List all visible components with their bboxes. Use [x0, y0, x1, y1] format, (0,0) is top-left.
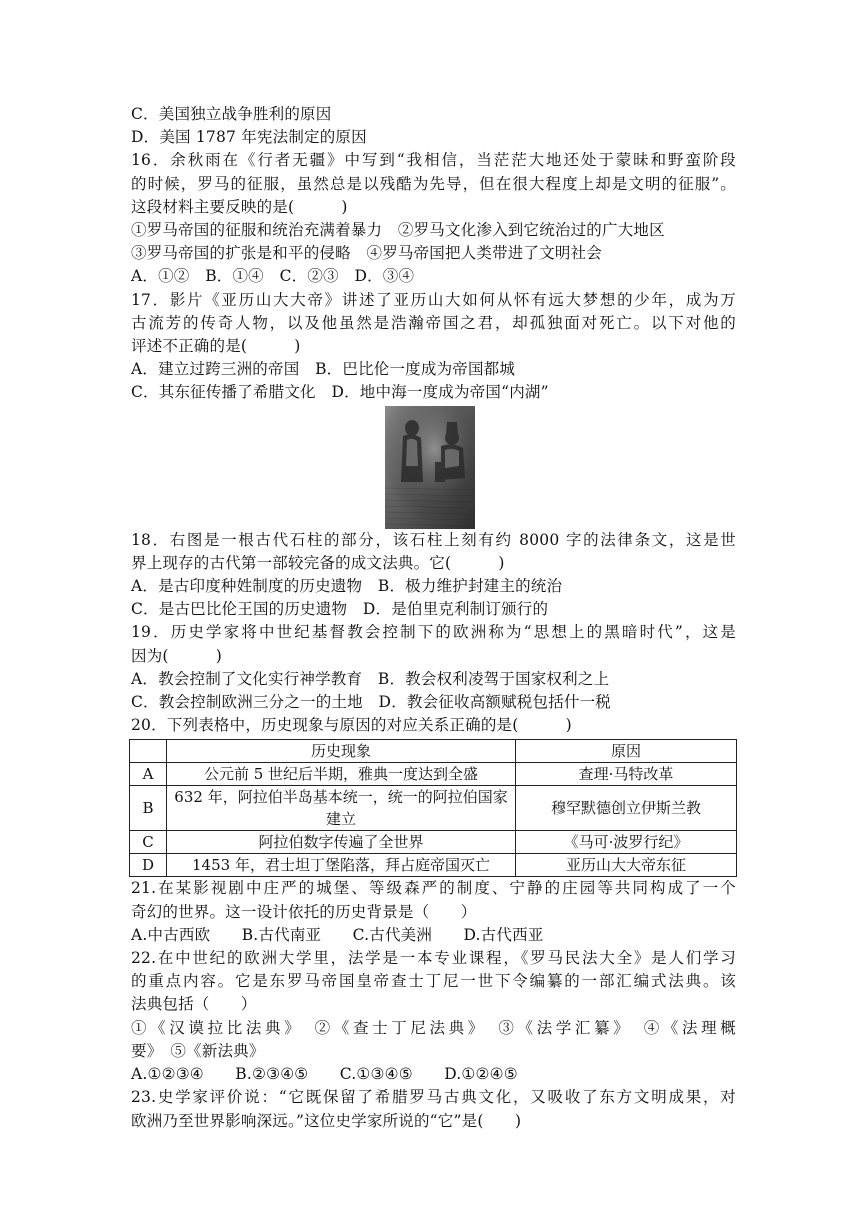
stone-stele-photo-icon [385, 406, 475, 529]
text-line: 的时候，罗马的征服，虽然总是以残酷为先导，但在很大程度上却是文明的征服”。 [131, 174, 736, 193]
text-line: A．教会控制了文化实行神学教育 B．教会权利凌驾于国家权利之上 [131, 669, 610, 688]
text-line: 21.在某影视剧中庄严的城堡、等级森严的制度、宁静的庄园等共同构成了一个 [131, 879, 736, 898]
row-phenomenon: 公元前 5 世纪后半期，雅典一度达到全盛 [167, 763, 516, 786]
text-line: A．①② B．①④ C．②③ D．③④ [131, 267, 415, 286]
text-line: 评述不正确的是( ) [131, 337, 301, 356]
row-reason: 穆罕默德创立伊斯兰教 [516, 786, 737, 831]
text-line: 古流芳的传奇人物，以及他虽然是浩瀚帝国之君，却孤独面对死亡。以下对他的 [131, 313, 736, 332]
text-line: 奇幻的世界。这一设计依托的历史背景是（ ） [131, 902, 477, 921]
history-table [129, 739, 737, 877]
row-key: A [130, 763, 167, 786]
row-key: B [130, 786, 167, 831]
text-line: C．美国独立战争胜利的原因 [131, 105, 332, 123]
block-b [131, 529, 736, 738]
text-line: A．建立过跨三洲的帝国 B．巴比伦一度成为帝国都城 [131, 360, 516, 379]
text-line: 16．余秋雨在《行者无疆》中写到“我相信，当茫茫大地还处于蒙昧和野蛮阶段 [131, 151, 736, 170]
exam-page [131, 103, 736, 1133]
table-row [130, 854, 737, 877]
block-a [131, 103, 736, 405]
text-line: ①罗马帝国的征服和统治充满着暴力 ②罗马文化渗入到它统治过的广大地区 [131, 221, 665, 240]
table-header-cell: 原因 [516, 740, 737, 763]
text-line: ③罗马帝国的扩张是和平的侵略 ④罗马帝国把人类带进了文明社会 [131, 244, 603, 263]
text-line: ①《汉谟拉比法典》 ②《查士丁尼法典》 ③《法学汇纂》 ④《法理概 [131, 1018, 736, 1037]
block-c [131, 877, 736, 1132]
row-reason: 《马可·波罗行纪》 [516, 831, 737, 854]
text-line: 这段材料主要反映的是( ) [131, 197, 348, 216]
table-row [130, 786, 737, 831]
text-line: 23.史学家评价说：“它既保留了希腊罗马古典文化，又吸收了东方文明成果，对 [131, 1088, 736, 1107]
text-line: 要》 ⑤《新法典》 [131, 1041, 265, 1060]
row-key: C [130, 831, 167, 854]
text-line: A.中古西欧 B.古代南亚 C.古代美洲 D.古代西亚 [131, 925, 544, 944]
text-line: 19．历史学家将中世纪基督教会控制下的欧洲称为“思想上的黑暗时代”，这是 [131, 623, 736, 642]
row-reason: 亚历山大大帝东征 [516, 854, 737, 877]
text-line: A.①②③④ B.②③④⑤ C.①③④⑤ D.①②④⑤ [131, 1065, 518, 1084]
table-header-cell: 历史现象 [167, 740, 516, 763]
row-reason: 查理·马特改革 [516, 763, 737, 786]
text-line: 20．下列表格中，历史现象与原因的对应关系正确的是( ) [131, 716, 572, 735]
table-header-cell [130, 740, 167, 763]
text-line: C．教会控制欧洲三分之一的土地 D．教会征收高额赋税包括什一税 [131, 693, 611, 712]
row-phenomenon: 1453 年，君士坦丁堡陷落，拜占庭帝国灭亡 [167, 854, 516, 877]
text-line: 法典包括（ ） [131, 995, 257, 1014]
table-row [130, 763, 737, 786]
text-line: 界上现存的古代第一部较完备的成文法典。它( ) [131, 553, 505, 572]
table-header-row [130, 740, 737, 763]
row-phenomenon: 632 年，阿拉伯半岛基本统一，统一的阿拉伯国家建立 [167, 786, 516, 831]
row-phenomenon: 阿拉伯数字传遍了全世界 [167, 831, 516, 854]
text-line: 22.在中世纪的欧洲大学里，法学是一本专业课程，《罗马民法大全》是人们学习 [131, 949, 736, 968]
text-line: C．是古巴比伦王国的历史遗物 D．是伯里克利制订颁行的 [131, 600, 549, 619]
text-line: 的重点内容。它是东罗马帝国皇帝查士丁尼一世下令编纂的一部汇编式法典。该 [131, 972, 736, 991]
text-line: A．是古印度种姓制度的历史遗物 B．极力维护封建主的统治 [131, 577, 563, 596]
text-line: 17．影片《亚历山大大帝》讲述了亚历山大如何从怀有远大梦想的少年，成为万 [131, 290, 736, 309]
table-row [130, 831, 737, 854]
text-line: 因为( ) [131, 646, 222, 665]
text-line: 18．右图是一根古代石柱的部分，该石柱上刻有约 8000 字的法律条文，这是世 [131, 530, 736, 549]
text-line: C．其东征传播了希腊文化 D．地中海一度成为帝国“内湖” [131, 383, 549, 402]
text-line: D．美国 1787 年宪法制定的原因 [131, 128, 367, 147]
row-key: D [130, 854, 167, 877]
text-line: 欧洲乃至世界影响深远。”这位史学家所说的“它”是( ) [131, 1111, 522, 1130]
